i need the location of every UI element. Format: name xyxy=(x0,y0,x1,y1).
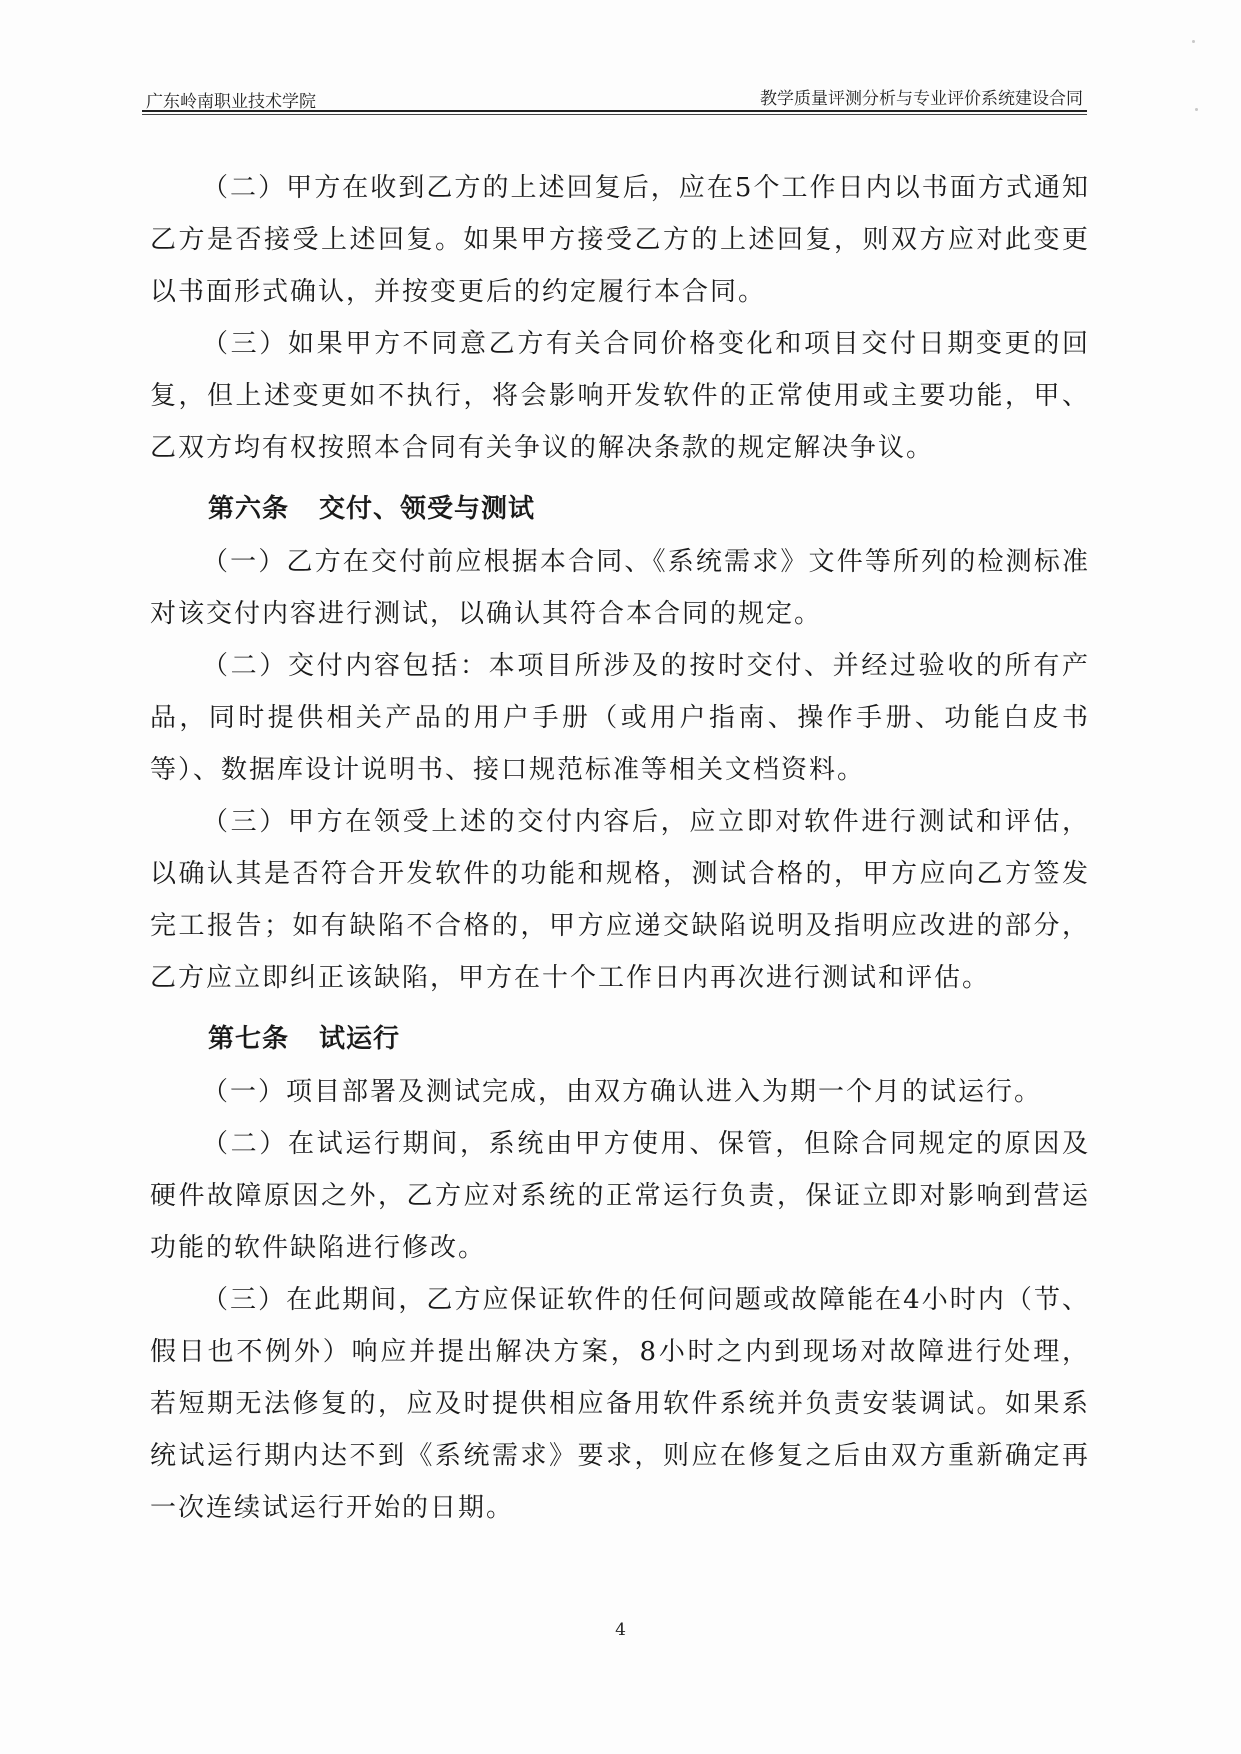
paragraph: （三）甲方在领受上述的交付内容后，应立即对软件进行测试和评估，以确认其是否符合开发软件的功能和规格，测试合格的，甲方应向乙方签发完工报告；如有缺陷不合格的，甲方应递交缺陷说明及指明应改进的部分，乙方应立即纠正该缺陷，甲方在十个工作日内再次进行测试和评估。 xyxy=(150,807,1090,993)
paragraph: （三）在此期间，乙方应保证软件的任何问题或故障能在4小时内（节、假日也不例外）响应并提出解决方案，8小时之内到现场对故障进行处理，若短期无法修复的，应及时提供相应备用软件系统并负责安装调试。如果系统试运行期内达不到《系统需求》要求，则应在修复之后由双方重新确定再一次连续试运行开始的日期。 xyxy=(150,1285,1090,1523)
paragraph: （二）在试运行期间，系统由甲方使用、保管，但除合同规定的原因及硬件故障原因之外，乙方应对系统的正常运行负责，保证立即对影响到营运功能的软件缺陷进行修改。 xyxy=(150,1129,1090,1263)
header-institution: 广东岭南职业技术学院 xyxy=(146,92,316,112)
article-title: 交付、领受与测试 xyxy=(319,494,536,524)
page-header xyxy=(142,84,1087,112)
document-body xyxy=(150,162,1090,1534)
article-number: 第七条 xyxy=(208,1024,290,1054)
paragraph: （二）甲方在收到乙方的上述回复后，应在5个工作日内以书面方式通知乙方是否接受上述回复。如果甲方接受乙方的上述回复，则双方应对此变更以书面形式确认，并按变更后的约定履行本合同。 xyxy=(150,173,1090,307)
page-number: 4 xyxy=(615,1620,626,1640)
scan-speck xyxy=(1195,108,1198,111)
paragraph: （一）乙方在交付前应根据本合同、《系统需求》文件等所列的检测标准对该交付内容进行测试，以确认其符合本合同的规定。 xyxy=(150,547,1090,629)
header-contract-title: 教学质量评测分析与专业评价系统建设合同 xyxy=(760,89,1083,109)
paragraph: （二）交付内容包括：本项目所涉及的按时交付、并经过验收的所有产品，同时提供相关产品的用户手册（或用户指南、操作手册、功能白皮书等）、数据库设计说明书、接口规范标准等相关文档资料。 xyxy=(150,651,1090,785)
article-number: 第六条 xyxy=(208,494,290,524)
article-heading xyxy=(150,1012,1090,1066)
header-rule xyxy=(142,110,1087,112)
article-title: 试运行 xyxy=(319,1024,401,1054)
scan-speck xyxy=(1192,40,1195,43)
paragraph: （三）如果甲方不同意乙方有关合同价格变化和项目交付日期变更的回复，但上述变更如不执行，将会影响开发软件的正常使用或主要功能，甲、乙双方均有权按照本合同有关争议的解决条款的规定解决争议。 xyxy=(150,329,1090,463)
header-rule-thin xyxy=(142,114,1087,115)
article-heading xyxy=(150,482,1090,536)
paragraph: （一）项目部署及测试完成，由双方确认进入为期一个月的试运行。 xyxy=(202,1077,1043,1107)
